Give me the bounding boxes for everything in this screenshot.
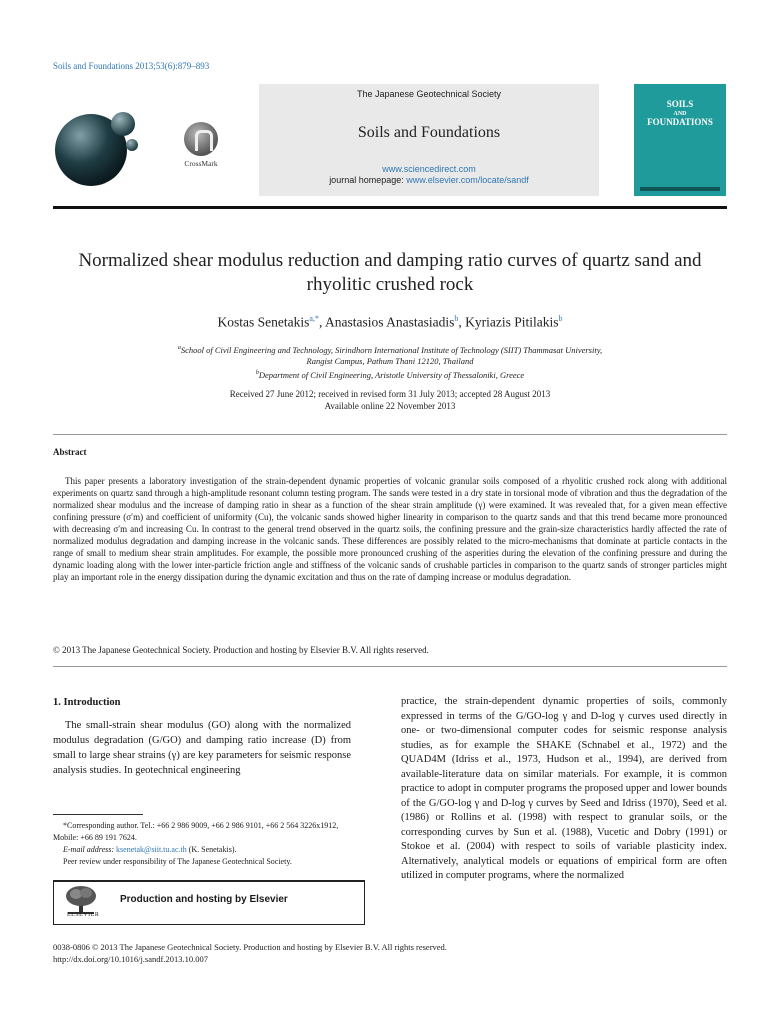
issn-footer: [53, 941, 447, 965]
abstract-copyright: © 2013 The Japanese Geotechnical Society. Production and hosting by Elsevier B.V. All rights reserved.: [53, 645, 429, 655]
intro-paragraph: The small-strain shear modulus (GO) along with the normalized modulus degradation (G/GO) and damping ratio increase (D) from small to large shear strains (γ) are key parameters for seismic response analysis studies. In geotechnical engineering: [53, 720, 351, 776]
journal-title: Soils and Foundations: [357, 124, 501, 141]
crossmark-label: CrossMark: [184, 159, 218, 168]
journal-homepage: [259, 175, 599, 185]
body-left-column: [53, 695, 351, 778]
abstract-bottom-rule: [53, 666, 727, 667]
footnote-rule: [53, 814, 143, 815]
crossmark-icon: [184, 122, 218, 156]
journal-masthead: [259, 84, 599, 196]
article-title: Normalized shear modulus reduction and damping ratio curves of quartz sand and rhyolitic crushed rock: [78, 250, 702, 295]
elsevier-hosting-box: [53, 880, 365, 925]
affiliation-a: School of Civil Engineering and Technology, Sirindhorn International Institute of Technology (SIIT) Thammasat University,: [180, 344, 603, 355]
crossmark-badge[interactable]: [176, 122, 226, 168]
section-heading-introduction: 1. Introduction: [53, 697, 121, 708]
cover-footer-band: [640, 187, 720, 191]
abstract-text: This paper presents a laboratory investigation of the strain-dependent dynamic properties of volcanic granular soils composed of a rhyolitic crushed rock along with additional experiments on quartz sand through a high-amplitude resonant column testing program. The sands were tested in a dry state in torsional mode of vibration and thus the degradation of the normalized shear modulus and the increase of damping ratio in shear as a function of the shear strain amplitude (γ) were examined. It was revealed that, for a given mean effective confining pressure (σ′m) and coefficient of uniformity (Cu), the volcanic sands showed higher linearity in comparison to the quartz sands and that this trend became more pronounced with decreasing σ′m and increasing Cu. In contrast to the general trend observed in the quartz soils, the confining pressure and the grain-size characteristics hardly affected the rate of normalized modulus degradation and damping increase in the volcanic sands. These differences are possibly related to the micro-mechanisms that dominate at particle contacts in the range of small to medium shear strain amplitudes. For example, the possible more pronounced crushing of the asperities during the elevation of the confining pressure and during the dynamic loading along with the lower inter-particle friction angle and stiffness of the volcanic sands of crushable particles in comparison to the quartz sands of stronger particles might play an important role in the energy dissipation during the dynamic excitation and thus on the rate of damping increase or modulus degradation.: [53, 476, 727, 582]
cover-title: SOILS AND FOUNDATIONS: [647, 99, 713, 127]
abstract-top-rule: [53, 434, 727, 435]
homepage-link[interactable]: www.elsevier.com/locate/sandf: [406, 175, 529, 185]
abstract-heading: Abstract: [53, 447, 87, 457]
corresponding-author-note: *Corresponding author. Tel.: +66 2 986 9009, +66 2 986 9101, +66 2 564 3226x1912, Mobile: +66 89 191 7624.: [53, 821, 339, 842]
email-link[interactable]: ksenetak@siit.tu.ac.th: [116, 845, 187, 854]
online-date: Available online 22 November 2013: [324, 401, 456, 411]
journal-cover-thumbnail: [634, 84, 726, 196]
peer-review-note: Peer review under responsibility of The Japanese Geotechnical Society.: [63, 857, 292, 866]
author-name[interactable]: Anastasios Anastasiadis: [324, 314, 455, 330]
received-dates: Received 27 June 2012; received in revised form 31 July 2013; accepted 28 August 2013: [229, 389, 551, 399]
author-name[interactable]: Kyriazis Pitilakis: [465, 314, 559, 330]
body-right-column: practice, the strain-dependent dynamic properties of soils, commonly expressed in terms of the G/GO-log γ and D-log γ curves used directly in one- or two-dimensional computer codes for seismic response analysis studies, as for example the SHAKE (Schnabel et al., 1972) and the QUAD4M (Idriss et al., 1973, Hudson et al., 1994), are derived from available-literature data on similar materials. For example, it is common practice to adopt in computer programs the proposed upper and lower bounds of the G/GO-log γ and D-log γ curves by Seed and Idriss (1970), Seed et al. (1986) or Rollins et al. (1998) with respect to granular soils, or the corresponding curves by Sun et al. (1988), Vucetic and Dobry (1991) or Stokoe et al. (2004) with respect to soils of variable plasticity index. Alternatively, analytical models or equations of empirical form are often utilized in computer programs, where the normalized: [401, 696, 727, 881]
masthead-rule: [53, 206, 727, 209]
elsevier-wordmark: ELSEVIER: [67, 912, 100, 918]
society-name: The Japanese Geotechnical Society: [356, 89, 502, 99]
journal-citation[interactable]: Soils and Foundations 2013;53(6):879–893: [53, 61, 210, 71]
article-history: [53, 388, 727, 412]
author-affiliation-mark[interactable]: a,*: [309, 314, 319, 323]
doi-link[interactable]: http://dx.doi.org/10.1016/j.sandf.2013.10.007: [53, 954, 208, 964]
email-label: E-mail address:: [63, 845, 117, 854]
author-affiliation-mark[interactable]: b: [558, 314, 563, 323]
email-owner: (K. Senetakis).: [186, 845, 237, 854]
homepage-label: journal homepage:: [329, 175, 407, 185]
author-list: Kostas Senetakis$^{a,*}$, Anastasios Anastasiadis$^b$, Kyriazis Pitilakis$^b$: [217, 314, 563, 330]
elsevier-tree-icon: [64, 885, 98, 915]
author-affiliation-mark[interactable]: b: [454, 314, 459, 323]
sciencedirect-link[interactable]: www.sciencedirect.com: [382, 164, 476, 174]
hosting-text: Production and hosting by Elsevier: [120, 894, 288, 905]
affiliation-b: Department of Civil Engineering, Aristotle University of Thessaloniki, Greece: [258, 369, 525, 380]
author-name[interactable]: Kostas Senetakis: [217, 314, 310, 330]
affiliation-a-address: Rangist Campus, Pathum Thani 12120, Thailand: [306, 356, 474, 367]
footnotes: [53, 820, 363, 868]
jgs-logo-icon: [53, 98, 143, 200]
affiliations: $^a$School of Civil Engineering and Technology, Sirindhorn International Institute of Technology (SIIT) Thammasat University, Rangist Campus, Pathum Thani 12120, Thailand $^b$Department of Civil Engineering, Aristotle University of Thessaloniki, Greece: [53, 343, 727, 381]
issn-line: 0038-0806 © 2013 The Japanese Geotechnical Society. Production and hosting by Elsevier B.V. All rights reserved.: [53, 942, 447, 952]
